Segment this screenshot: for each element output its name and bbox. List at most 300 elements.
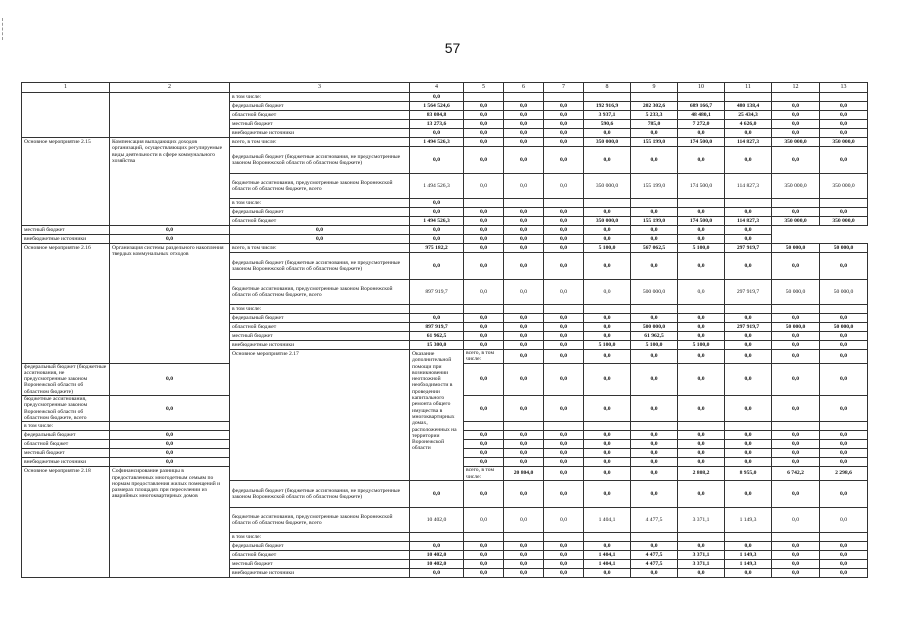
- event-name-cell: Основное мероприятие 2.16: [22, 244, 110, 364]
- amount-cell: 0,0: [772, 480, 820, 507]
- amount-cell: 13 273,6: [410, 120, 464, 129]
- amount-cell: 0,0: [820, 111, 868, 120]
- amount-cell: 155 199,0: [631, 174, 678, 199]
- amount-cell: 0,0: [464, 226, 504, 235]
- amount-cell: 0,0: [504, 235, 544, 244]
- amount-cell: 10 402,0: [410, 559, 464, 568]
- amount-cell: 0,0: [544, 440, 584, 449]
- funding-source-label: в том числе:: [230, 532, 410, 541]
- column-number: 5: [464, 83, 504, 93]
- amount-cell: 0,0: [631, 467, 678, 481]
- funding-source-label: бюджетные ассигнования, предусмотренные законом Воронежской области об областном бюджете, всего: [22, 396, 110, 422]
- amount-cell: 0,0: [678, 323, 725, 332]
- amount-cell: 0,0: [820, 253, 868, 280]
- amount-cell: 0,0: [820, 431, 868, 440]
- amount-cell: 50 000,0: [772, 280, 820, 305]
- amount-cell: 0,0: [678, 458, 725, 467]
- amount-cell: 0,0: [504, 507, 544, 532]
- amount-cell: 0,0: [464, 507, 504, 532]
- amount-cell: [504, 199, 544, 208]
- funding-source-label: внебюджетные источники: [230, 568, 410, 577]
- funding-source-label: бюджетные ассигнования, предусмотренные законом Воронежской области об областном бюджете, всего: [230, 174, 410, 199]
- amount-cell: 0,0: [772, 550, 820, 559]
- amount-cell: 0,0: [584, 129, 631, 138]
- amount-cell: 0,0: [631, 235, 678, 244]
- amount-cell: [678, 305, 725, 314]
- amount-cell: 0,0: [725, 332, 772, 341]
- amount-cell: 0,0: [464, 147, 504, 174]
- amount-cell: [544, 422, 584, 431]
- amount-cell: 7 272,0: [678, 120, 725, 129]
- amount-cell: 0,0: [504, 332, 544, 341]
- amount-cell: 0,0: [772, 440, 820, 449]
- amount-cell: 0,0: [584, 396, 631, 422]
- amount-cell: 0,0: [410, 568, 464, 577]
- amount-cell: 0,0: [464, 559, 504, 568]
- amount-cell: [584, 93, 631, 102]
- amount-cell: [584, 422, 631, 431]
- amount-cell: [584, 305, 631, 314]
- amount-cell: 0,0: [544, 467, 584, 481]
- amount-cell: 0,0: [464, 217, 504, 226]
- amount-cell: 0,0: [464, 341, 504, 350]
- amount-cell: 0,0: [584, 467, 631, 481]
- amount-cell: 0,0: [631, 208, 678, 217]
- amount-cell: [772, 422, 820, 431]
- amount-cell: [725, 422, 772, 431]
- amount-cell: 20 804,0: [504, 467, 544, 481]
- amount-cell: 0,0: [725, 568, 772, 577]
- amount-cell: 0,0: [504, 120, 544, 129]
- amount-cell: 0,0: [464, 440, 504, 449]
- amount-cell: [464, 199, 504, 208]
- amount-cell: [544, 305, 584, 314]
- amount-cell: 0,0: [725, 226, 772, 235]
- amount-cell: 0,0: [504, 102, 544, 111]
- amount-cell: 0,0: [584, 440, 631, 449]
- amount-cell: 0,0: [230, 226, 410, 235]
- amount-cell: 0,0: [544, 449, 584, 458]
- amount-cell: 0,0: [504, 440, 544, 449]
- amount-cell: 0,0: [464, 314, 504, 323]
- amount-cell: 0,0: [504, 280, 544, 305]
- amount-cell: 0,0: [678, 431, 725, 440]
- amount-cell: 0,0: [820, 396, 868, 422]
- funding-source-label: местный бюджет: [22, 226, 110, 235]
- amount-cell: 0,0: [110, 440, 230, 449]
- amount-cell: 0,0: [678, 541, 725, 550]
- amount-cell: 0,0: [772, 102, 820, 111]
- amount-cell: 4 477,5: [631, 550, 678, 559]
- funding-source-label: областной бюджет: [230, 323, 410, 332]
- amount-cell: 0,0: [725, 363, 772, 395]
- amount-cell: 0,0: [504, 396, 544, 422]
- amount-cell: 0,0: [544, 458, 584, 467]
- amount-cell: 0,0: [544, 314, 584, 323]
- amount-cell: 114 827,3: [725, 174, 772, 199]
- table-row: [22, 93, 868, 102]
- amount-cell: [464, 422, 504, 431]
- amount-cell: [820, 93, 868, 102]
- amount-cell: 1 149,3: [725, 550, 772, 559]
- amount-cell: 0,0: [544, 396, 584, 422]
- funding-source-label: внебюджетные источники: [230, 341, 410, 350]
- amount-cell: 0,0: [820, 120, 868, 129]
- column-number: 13: [820, 83, 868, 93]
- amount-cell: 297 919,7: [725, 323, 772, 332]
- amount-cell: 0,0: [464, 431, 504, 440]
- amount-cell: 3 371,1: [678, 507, 725, 532]
- amount-cell: 0,0: [772, 129, 820, 138]
- amount-cell: [464, 532, 504, 541]
- amount-cell: 0,0: [544, 217, 584, 226]
- amount-cell: 0,0: [544, 111, 584, 120]
- amount-cell: [584, 532, 631, 541]
- amount-cell: 0,0: [504, 147, 544, 174]
- amount-cell: 0,0: [772, 507, 820, 532]
- amount-cell: 2 298,6: [820, 467, 868, 481]
- amount-cell: 0,0: [464, 332, 504, 341]
- amount-cell: [464, 93, 504, 102]
- amount-cell: 50 000,0: [820, 244, 868, 253]
- amount-cell: 0,0: [464, 280, 504, 305]
- amount-cell: 4 626,0: [725, 120, 772, 129]
- amount-cell: 1 149,3: [725, 559, 772, 568]
- amount-cell: 0,0: [725, 396, 772, 422]
- amount-cell: 5 100,0: [631, 341, 678, 350]
- continued-description-cell: [110, 93, 230, 138]
- table-row: [22, 235, 868, 244]
- event-description-cell: Оказание дополнительной помощи при возникновении неотложной необходимости в проведении капитального ремонта общего имущества в многоквартирных домах, расположенных на территории Воронежской области: [410, 350, 464, 481]
- amount-cell: [820, 422, 868, 431]
- amount-cell: 50 000,0: [820, 280, 868, 305]
- funding-source-label: в том числе:: [22, 422, 110, 431]
- amount-cell: 0,0: [544, 431, 584, 440]
- amount-cell: 0,0: [725, 314, 772, 323]
- amount-cell: [110, 422, 230, 431]
- amount-cell: 0,0: [772, 449, 820, 458]
- amount-cell: 5 100,0: [678, 244, 725, 253]
- funding-source-label: федеральный бюджет: [230, 541, 410, 550]
- amount-cell: 0,0: [772, 341, 820, 350]
- amount-cell: 0,0: [678, 147, 725, 174]
- amount-cell: 297 919,7: [725, 244, 772, 253]
- amount-cell: 0,0: [504, 559, 544, 568]
- amount-cell: [631, 532, 678, 541]
- amount-cell: 0,0: [725, 431, 772, 440]
- amount-cell: 0,0: [820, 208, 868, 217]
- amount-cell: 0,0: [678, 226, 725, 235]
- column-number: 8: [584, 83, 631, 93]
- amount-cell: 350 000,0: [772, 217, 820, 226]
- amount-cell: 0,0: [464, 568, 504, 577]
- amount-cell: 350 000,0: [820, 217, 868, 226]
- amount-cell: 0,0: [544, 138, 584, 147]
- amount-cell: 83 084,8: [410, 111, 464, 120]
- amount-cell: 174 500,0: [678, 217, 725, 226]
- amount-cell: [678, 422, 725, 431]
- amount-cell: [584, 199, 631, 208]
- amount-cell: 0,0: [504, 323, 544, 332]
- funding-source-label: в том числе:: [230, 93, 410, 102]
- amount-cell: 0,0: [725, 350, 772, 364]
- amount-cell: 1 494 526,3: [410, 138, 464, 147]
- amount-cell: 0,0: [772, 541, 820, 550]
- amount-cell: 0,0: [504, 244, 544, 253]
- column-number: 2: [110, 83, 230, 93]
- amount-cell: 4 477,5: [631, 559, 678, 568]
- amount-cell: 174 500,0: [678, 174, 725, 199]
- amount-cell: 0,0: [544, 507, 584, 532]
- funding-source-label: внебюджетные источники: [22, 458, 110, 467]
- funding-source-label: всего, в том числе:: [464, 467, 504, 481]
- amount-cell: 0,0: [631, 147, 678, 174]
- amount-cell: 0,0: [464, 480, 504, 507]
- amount-cell: 0,0: [772, 559, 820, 568]
- column-number: 4: [410, 83, 464, 93]
- amount-cell: 0,0: [584, 147, 631, 174]
- amount-cell: 0,0: [544, 480, 584, 507]
- amount-cell: 0,0: [820, 332, 868, 341]
- amount-cell: 1 494 526,3: [410, 217, 464, 226]
- amount-cell: 0,0: [820, 541, 868, 550]
- amount-cell: 3 371,1: [678, 550, 725, 559]
- amount-cell: 0,0: [772, 396, 820, 422]
- amount-cell: 25 434,3: [725, 111, 772, 120]
- amount-cell: 0,0: [725, 440, 772, 449]
- amount-cell: 0,0: [725, 480, 772, 507]
- amount-cell: 5 100,0: [584, 341, 631, 350]
- amount-cell: 48 480,1: [678, 111, 725, 120]
- funding-source-label: в том числе:: [230, 199, 410, 208]
- column-number: 9: [631, 83, 678, 93]
- amount-cell: 0,0: [464, 244, 504, 253]
- amount-cell: 0,0: [584, 332, 631, 341]
- amount-cell: 0,0: [504, 550, 544, 559]
- funding-source-label: в том числе:: [230, 305, 410, 314]
- table-row: [22, 226, 868, 235]
- amount-cell: 0,0: [110, 458, 230, 467]
- amount-cell: 0,0: [820, 458, 868, 467]
- amount-cell: [504, 532, 544, 541]
- amount-cell: 0,0: [504, 217, 544, 226]
- amount-cell: 0,0: [725, 458, 772, 467]
- amount-cell: 0,0: [772, 332, 820, 341]
- funding-source-label: областной бюджет: [230, 111, 410, 120]
- amount-cell: 61 962,5: [410, 332, 464, 341]
- amount-cell: 0,0: [584, 323, 631, 332]
- amount-cell: 0,0: [504, 350, 544, 364]
- funding-source-label: всего, в том числе:: [230, 244, 410, 253]
- amount-cell: [410, 305, 464, 314]
- amount-cell: 0,0: [110, 449, 230, 458]
- amount-cell: 0,0: [544, 235, 584, 244]
- amount-cell: [725, 199, 772, 208]
- amount-cell: 0,0: [631, 440, 678, 449]
- amount-cell: 0,0: [410, 253, 464, 280]
- amount-cell: 0,0: [410, 235, 464, 244]
- amount-cell: 0,0: [678, 480, 725, 507]
- funding-source-label: бюджетные ассигнования, предусмотренные законом Воронежской области об областном бюджете, всего: [230, 280, 410, 305]
- amount-cell: 0,0: [820, 550, 868, 559]
- amount-cell: 0,0: [410, 147, 464, 174]
- amount-cell: 0,0: [584, 458, 631, 467]
- amount-cell: [504, 422, 544, 431]
- amount-cell: 0,0: [678, 332, 725, 341]
- amount-cell: 5 100,0: [678, 341, 725, 350]
- amount-cell: 0,0: [584, 541, 631, 550]
- amount-cell: 6 742,2: [772, 467, 820, 481]
- amount-cell: [820, 532, 868, 541]
- column-number: 10: [678, 83, 725, 93]
- amount-cell: 114 827,3: [725, 217, 772, 226]
- amount-cell: 0,0: [230, 235, 410, 244]
- amount-cell: 0,0: [772, 458, 820, 467]
- amount-cell: 297 919,7: [725, 280, 772, 305]
- amount-cell: 0,0: [820, 507, 868, 532]
- amount-cell: 0,0: [678, 208, 725, 217]
- amount-cell: [631, 422, 678, 431]
- event-description-cell: Компенсация выпадающих доходов организаций, осуществляющих регулируемые виды деятельности в сфере коммунального хозяйства: [110, 138, 230, 226]
- amount-cell: 0,0: [504, 226, 544, 235]
- amount-cell: 0,0: [631, 568, 678, 577]
- amount-cell: 0,0: [584, 363, 631, 395]
- column-number-header: [22, 83, 868, 93]
- amount-cell: 0,0: [772, 568, 820, 577]
- amount-cell: 8 955,0: [725, 467, 772, 481]
- amount-cell: 0,0: [110, 235, 230, 244]
- amount-cell: 0,0: [678, 396, 725, 422]
- amount-cell: 50 000,0: [820, 323, 868, 332]
- amount-cell: 0,0: [544, 332, 584, 341]
- funding-source-label: внебюджетные источники: [230, 129, 410, 138]
- amount-cell: 0,0: [110, 431, 230, 440]
- amount-cell: [772, 199, 820, 208]
- amount-cell: 0,0: [544, 129, 584, 138]
- amount-cell: 0,0: [504, 458, 544, 467]
- amount-cell: 0,0: [410, 93, 464, 102]
- amount-cell: 0,0: [631, 314, 678, 323]
- amount-cell: 350 000,0: [584, 217, 631, 226]
- amount-cell: 0,0: [464, 550, 504, 559]
- amount-cell: 0,0: [631, 226, 678, 235]
- event-name-cell: Основное мероприятие 2.17: [230, 350, 410, 481]
- amount-cell: 0,0: [678, 568, 725, 577]
- amount-cell: 0,0: [464, 541, 504, 550]
- amount-cell: 3 937,1: [584, 111, 631, 120]
- amount-cell: 0,0: [464, 449, 504, 458]
- amount-cell: 0,0: [725, 208, 772, 217]
- amount-cell: [504, 93, 544, 102]
- amount-cell: 155 199,0: [631, 138, 678, 147]
- amount-cell: 0,0: [678, 280, 725, 305]
- table-row: [22, 244, 868, 253]
- amount-cell: 350 000,0: [820, 138, 868, 147]
- amount-cell: 0,0: [464, 253, 504, 280]
- amount-cell: 0,0: [544, 550, 584, 559]
- amount-cell: 350 000,0: [772, 138, 820, 147]
- amount-cell: 0,0: [772, 253, 820, 280]
- amount-cell: [820, 199, 868, 208]
- amount-cell: 10 402,0: [410, 507, 464, 532]
- amount-cell: 0,0: [110, 226, 230, 235]
- amount-cell: 0,0: [464, 120, 504, 129]
- amount-cell: [772, 305, 820, 314]
- amount-cell: [678, 199, 725, 208]
- amount-cell: [772, 93, 820, 102]
- amount-cell: 0,0: [584, 568, 631, 577]
- amount-cell: 350 000,0: [584, 138, 631, 147]
- column-number: 6: [504, 83, 544, 93]
- amount-cell: 202 302,6: [631, 102, 678, 111]
- amount-cell: [631, 199, 678, 208]
- amount-cell: 0,0: [544, 568, 584, 577]
- amount-cell: 0,0: [584, 208, 631, 217]
- funding-source-label: всего, в том числе:: [464, 350, 504, 364]
- amount-cell: 0,0: [464, 138, 504, 147]
- amount-cell: 0,0: [544, 147, 584, 174]
- amount-cell: 5 233,3: [631, 111, 678, 120]
- amount-cell: 480 138,4: [725, 102, 772, 111]
- funding-source-label: областной бюджет: [22, 440, 110, 449]
- amount-cell: 15 300,0: [410, 341, 464, 350]
- funding-source-label: всего, в том числе:: [230, 138, 410, 147]
- amount-cell: 0,0: [464, 129, 504, 138]
- amount-cell: 785,0: [631, 120, 678, 129]
- amount-cell: 0,0: [820, 341, 868, 350]
- amount-cell: [410, 532, 464, 541]
- event-name-cell: Основное мероприятие 2.18: [22, 467, 110, 578]
- amount-cell: [725, 93, 772, 102]
- amount-cell: 10 402,0: [410, 550, 464, 559]
- amount-cell: 0,0: [678, 350, 725, 364]
- funding-source-label: федеральный бюджет: [230, 314, 410, 323]
- funding-source-label: бюджетные ассигнования, предусмотренные законом Воронежской области об областном бюджете, всего: [230, 507, 410, 532]
- funding-source-label: федеральный бюджет (бюджетные ассигнования, не предусмотренные законом Воронежской области об областном бюджете): [230, 147, 410, 174]
- amount-cell: 0,0: [678, 129, 725, 138]
- amount-cell: 0,0: [110, 396, 230, 422]
- amount-cell: 350 000,0: [772, 174, 820, 199]
- column-number: 11: [725, 83, 772, 93]
- amount-cell: 0,0: [410, 226, 464, 235]
- amount-cell: [544, 199, 584, 208]
- amount-cell: 0,0: [584, 280, 631, 305]
- amount-cell: [464, 305, 504, 314]
- column-number: 3: [230, 83, 410, 93]
- event-name-cell: Основное мероприятие 2.15: [22, 138, 110, 226]
- table-row: [22, 138, 868, 147]
- amount-cell: 0,0: [504, 431, 544, 440]
- amount-cell: [820, 305, 868, 314]
- amount-cell: 0,0: [544, 541, 584, 550]
- event-description-cell: Софинансирование разницы в предоставленных многодетным семьям по нормам предоставления жилых помещений и размерах площадях при переселении из аварийных многоквартирных домов: [110, 467, 230, 578]
- amount-cell: 0,0: [631, 458, 678, 467]
- amount-cell: 0,0: [544, 120, 584, 129]
- amount-cell: 0,0: [584, 253, 631, 280]
- amount-cell: 0,0: [504, 341, 544, 350]
- amount-cell: 0,0: [504, 363, 544, 395]
- funding-source-label: областной бюджет: [230, 550, 410, 559]
- amount-cell: 0,0: [772, 350, 820, 364]
- amount-cell: 0,0: [544, 253, 584, 280]
- amount-cell: 0,0: [410, 314, 464, 323]
- amount-cell: [772, 532, 820, 541]
- amount-cell: 0,0: [820, 440, 868, 449]
- funding-source-label: федеральный бюджет (бюджетные ассигнования, не предусмотренные законом Воронежской области об областном бюджете): [230, 253, 410, 280]
- amount-cell: 0,0: [544, 341, 584, 350]
- funding-source-label: федеральный бюджет: [230, 102, 410, 111]
- amount-cell: 0,0: [820, 449, 868, 458]
